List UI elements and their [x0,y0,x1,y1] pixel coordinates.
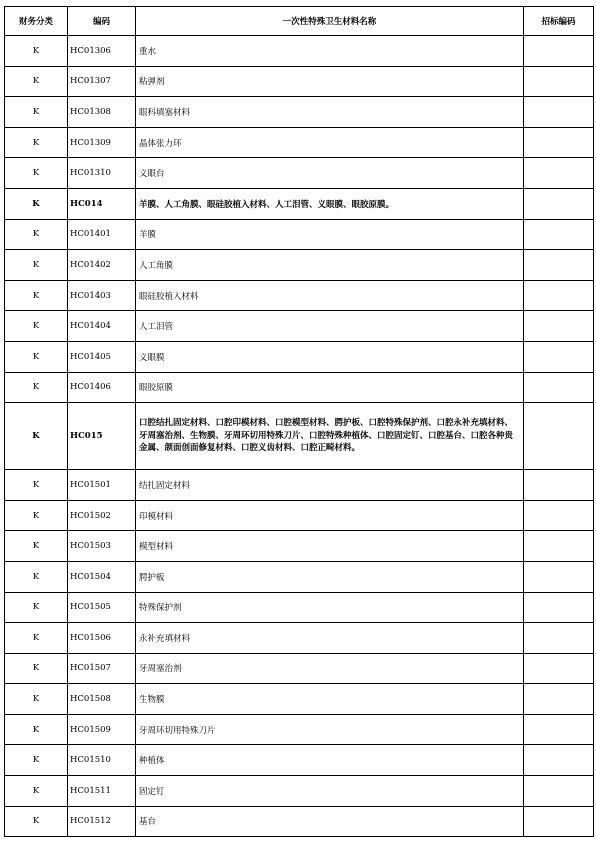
cell-material-name: 牙周环切用特殊刀片 [136,714,524,745]
cell-finance-category: K [5,341,68,372]
cell-bid-code [524,500,594,531]
cell-bid-code [524,714,594,745]
cell-code: HC01511 [68,776,136,807]
table-row [5,403,594,470]
cell-material-name: 口腔结扎固定材料、口腔印模材料、口腔模型材料、腭护板、口腔特殊保护剂、口腔永补充填材料、牙周塞治剂、生物膜、牙周环切用特殊刀片、口腔特殊种植体、口腔固定钉、口腔基台、口腔各种贵金属、颌面创面修复材料、口腔义齿材料、口腔正畸材料。 [136,403,524,470]
materials-table [4,6,594,837]
header-bid-code: 招标编码 [524,7,594,36]
cell-material-name: 人工泪管 [136,311,524,342]
cell-material-name: 人工角膜 [136,250,524,281]
table-row [5,745,594,776]
cell-finance-category: K [5,372,68,403]
cell-bid-code [524,36,594,67]
cell-material-name: 生物膜 [136,684,524,715]
table-row [5,653,594,684]
cell-material-name: 种植体 [136,745,524,776]
cell-bid-code [524,684,594,715]
cell-material-name: 重水 [136,36,524,67]
cell-material-name: 基台 [136,806,524,837]
cell-bid-code [524,745,594,776]
table-row [5,97,594,128]
cell-finance-category: K [5,684,68,715]
cell-code: HC01512 [68,806,136,837]
cell-bid-code [524,341,594,372]
cell-bid-code [524,127,594,158]
cell-finance-category: K [5,653,68,684]
cell-code: HC01306 [68,36,136,67]
table-row [5,188,594,219]
cell-material-name: 义眼台 [136,158,524,189]
cell-finance-category: K [5,592,68,623]
cell-finance-category: K [5,311,68,342]
cell-finance-category: K [5,806,68,837]
cell-finance-category: K [5,403,68,470]
cell-code: HC01401 [68,219,136,250]
cell-bid-code [524,561,594,592]
cell-code: HC015 [68,403,136,470]
cell-bid-code [524,97,594,128]
cell-code: HC01503 [68,531,136,562]
table-row [5,592,594,623]
cell-code: HC01307 [68,66,136,97]
cell-finance-category: K [5,623,68,654]
cell-finance-category: K [5,500,68,531]
table-row [5,684,594,715]
cell-code: HC01509 [68,714,136,745]
cell-finance-category: K [5,776,68,807]
cell-material-name: 固定钉 [136,776,524,807]
cell-finance-category: K [5,219,68,250]
cell-bid-code [524,806,594,837]
cell-material-name: 晶体张力环 [136,127,524,158]
table-row [5,500,594,531]
cell-finance-category: K [5,158,68,189]
cell-code: HC01405 [68,341,136,372]
cell-code: HC01505 [68,592,136,623]
cell-material-name: 眼胶原膜 [136,372,524,403]
table-header-row [5,7,594,36]
cell-bid-code [524,776,594,807]
cell-material-name: 粘弹剂 [136,66,524,97]
table-row [5,127,594,158]
table-row [5,66,594,97]
cell-code: HC01510 [68,745,136,776]
cell-material-name: 结扎固定材料 [136,470,524,501]
cell-bid-code [524,188,594,219]
cell-code: HC01403 [68,280,136,311]
table-row [5,250,594,281]
cell-material-name: 牙周塞治剂 [136,653,524,684]
document-page [4,6,593,837]
cell-code: HC014 [68,188,136,219]
cell-finance-category: K [5,97,68,128]
cell-finance-category: K [5,470,68,501]
cell-bid-code [524,280,594,311]
cell-finance-category: K [5,66,68,97]
cell-bid-code [524,372,594,403]
table-row [5,280,594,311]
cell-code: HC01404 [68,311,136,342]
cell-bid-code [524,653,594,684]
cell-material-name: 眼硅胶植入材料 [136,280,524,311]
cell-bid-code [524,531,594,562]
table-row [5,531,594,562]
cell-bid-code [524,623,594,654]
cell-finance-category: K [5,561,68,592]
cell-code: HC01309 [68,127,136,158]
table-row [5,623,594,654]
cell-material-name: 特殊保护剂 [136,592,524,623]
header-code: 编码 [68,7,136,36]
cell-code: HC01506 [68,623,136,654]
cell-finance-category: K [5,188,68,219]
table-body [5,36,594,837]
cell-bid-code [524,311,594,342]
cell-code: HC01501 [68,470,136,501]
table-row [5,470,594,501]
cell-bid-code [524,470,594,501]
cell-code: HC01402 [68,250,136,281]
cell-code: HC01504 [68,561,136,592]
cell-finance-category: K [5,531,68,562]
table-row [5,776,594,807]
cell-material-name: 羊膜、人工角膜、眼硅胶植入材料、人工泪管、义眼膜、眼胶原膜。 [136,188,524,219]
cell-bid-code [524,592,594,623]
table-row [5,372,594,403]
cell-bid-code [524,219,594,250]
cell-finance-category: K [5,127,68,158]
cell-bid-code [524,403,594,470]
cell-material-name: 模型材料 [136,531,524,562]
table-row [5,561,594,592]
cell-bid-code [524,158,594,189]
cell-bid-code [524,250,594,281]
cell-finance-category: K [5,36,68,67]
cell-code: HC01310 [68,158,136,189]
cell-code: HC01308 [68,97,136,128]
cell-finance-category: K [5,714,68,745]
cell-code: HC01507 [68,653,136,684]
cell-material-name: 羊膜 [136,219,524,250]
table-row [5,158,594,189]
table-row [5,714,594,745]
cell-code: HC01508 [68,684,136,715]
table-row [5,36,594,67]
cell-bid-code [524,66,594,97]
cell-material-name: 腭护板 [136,561,524,592]
cell-finance-category: K [5,745,68,776]
table-row [5,341,594,372]
cell-finance-category: K [5,250,68,281]
cell-finance-category: K [5,280,68,311]
cell-code: HC01406 [68,372,136,403]
cell-material-name: 眼科填塞材料 [136,97,524,128]
cell-code: HC01502 [68,500,136,531]
table-row [5,219,594,250]
header-finance-category: 财务分类 [5,7,68,36]
table-row [5,806,594,837]
header-material-name: 一次性特殊卫生材料名称 [136,7,524,36]
cell-material-name: 永补充填材料 [136,623,524,654]
table-row [5,311,594,342]
cell-material-name: 义眼膜 [136,341,524,372]
cell-material-name: 印模材料 [136,500,524,531]
